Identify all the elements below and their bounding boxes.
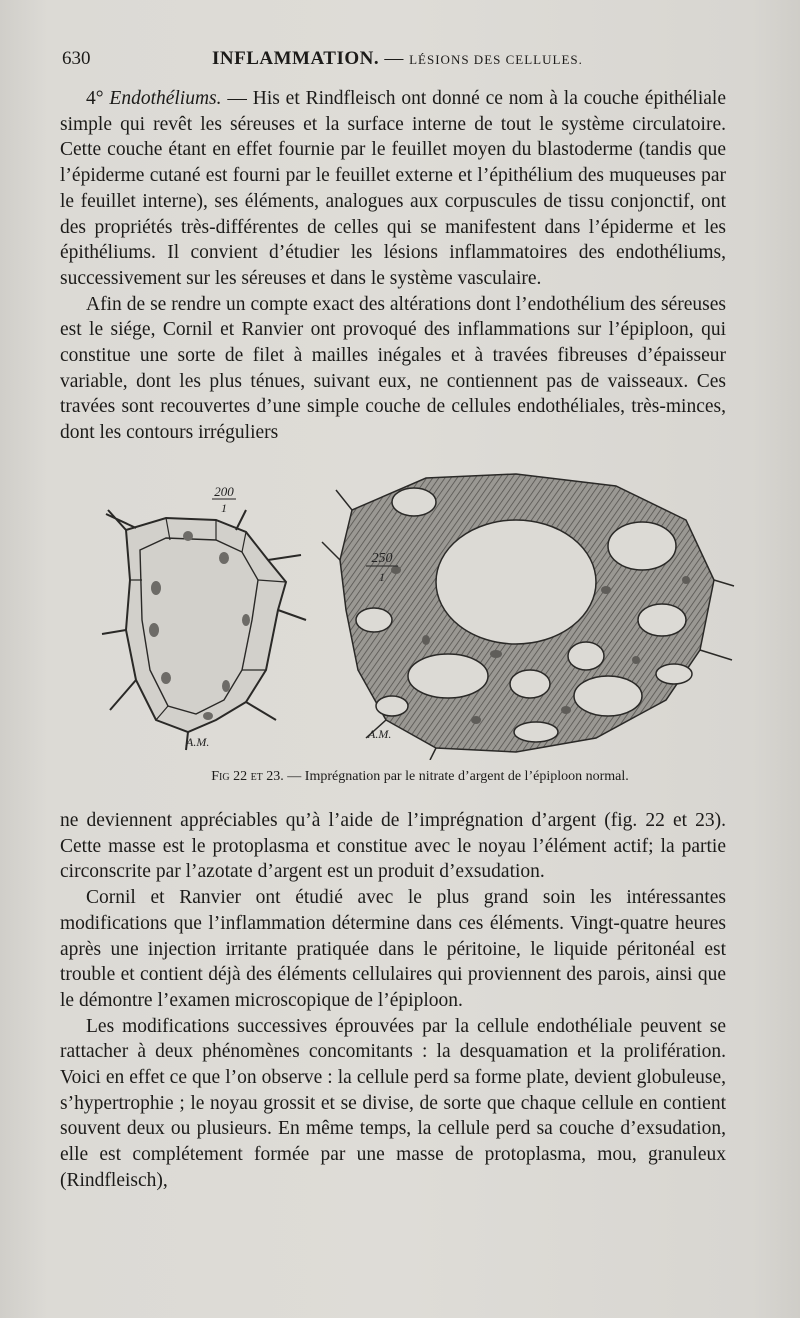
running-title-main: INFLAMMATION. bbox=[212, 48, 380, 69]
text-block-top bbox=[60, 86, 726, 446]
paragraph-cornil-ranvier: Cornil et Ranvier ont étudié avec le plus grand soin les intéressantes modifications que l’inflammation détermine dans ces éléments. Vingt-quatre heures après une injection irritante pratiquée dans le péritoine, le liquide péritonéal est trouble et contient déjà des éléments cellulaires qui proviennent des parois, ainsi que le démontre l’examen microscopique de l’épiploon. bbox=[60, 887, 726, 1011]
figure-illustration bbox=[96, 470, 736, 760]
figure-23-scale-denominator: 1 bbox=[379, 570, 385, 584]
paragraph-modifications: Les modifications successives éprouvées par la cellule endothéliale peuvent se rattacher à deux phénomènes concomitants : la desquamation et la prolifération. Voici en effet ce que l’on observe : la cellule perd sa forme plate, devient globuleuse, s’hypertrophie ; le noyau grossit et se divise, de sorte que chaque cellule en contient souvent deux ou plusieurs. En même temps, la cellule perd sa couche d’exsudation, elle est complétement formée par une masse de protoplasma, mou, granuleux (Rindfleisch), bbox=[60, 1015, 726, 1191]
figure-caption-text: — Imprégnation par le nitrate d’argent de l’épiploon normal. bbox=[283, 769, 629, 784]
running-title-separator: — bbox=[379, 48, 410, 69]
figure-caption bbox=[100, 769, 740, 785]
paragraph-epiploon: Afin de se rendre un compte exact des altérations dont l’endothélium des séreuses est le siége, Cornil et Ranvier ont provoqué des inflammations sur l’épiploon, qui constitue une sorte de filet à mailles inégales et à travées fibreuses d’épaisseur variable, dont les plus ténues, suivant eux, ne contiennent pas de vaisseaux. Ces travées sont recouvertes d’une simple couche de cellules endothéliales, très-minces, dont les contours irréguliers bbox=[60, 293, 726, 444]
section-heading: Endothéliums. bbox=[109, 88, 222, 109]
figure-22-drawing bbox=[102, 510, 306, 750]
figure-22-scale-numerator: 200 bbox=[214, 484, 234, 499]
paragraph-text: — His et Rindfleisch ont donné ce nom à la couche épithéliale simple qui revêt les séreuses et la surface interne de tout le système circulatoire. Cette couche étant en effet fournie par le feuillet moyen du blastoderme (tandis que l’épiderme cutané est fourni par le feuillet externe et l’épithélium des muqueuses par le feuillet interne), ses éléments, analogues aux corpuscules de tissu conjonctif, ont des propriétés très-différentes de celles qui se manifestent dans l’épiderme et les épithéliums. Il convient d’étudier les lésions inflammatoires des endothéliums, successivement sur les séreuses et dans le système vasculaire. bbox=[60, 88, 726, 289]
figure-23-signature: A.M. bbox=[368, 727, 392, 741]
figure-23-scale-numerator: 250 bbox=[371, 551, 393, 566]
page-number: 630 bbox=[62, 48, 91, 69]
figure-22-signature: A.M. bbox=[186, 735, 210, 749]
figure-22-23 bbox=[96, 470, 736, 760]
figure-22-scale-denominator: 1 bbox=[221, 501, 227, 515]
running-title-subtitle: LÉSIONS DES CELLULES. bbox=[409, 52, 583, 67]
figure-23-drawing bbox=[322, 474, 734, 760]
paragraph-continuation: ne deviennent appréciables qu’à l’aide de l’imprégnation d’argent (fig. 22 et 23). Cette masse est le protoplasma et constitue avec le noyau l’élément actif; la partie circonscrite par l’azotate d’argent est un produit d’exsudation. bbox=[60, 810, 726, 883]
paragraph-endotheliums bbox=[60, 86, 726, 292]
running-header bbox=[62, 48, 734, 74]
text-block-bottom bbox=[60, 808, 726, 1194]
figure-caption-label: Fig 22 et 23. bbox=[211, 769, 284, 784]
section-number: 4° bbox=[86, 88, 110, 109]
running-title bbox=[212, 48, 583, 70]
